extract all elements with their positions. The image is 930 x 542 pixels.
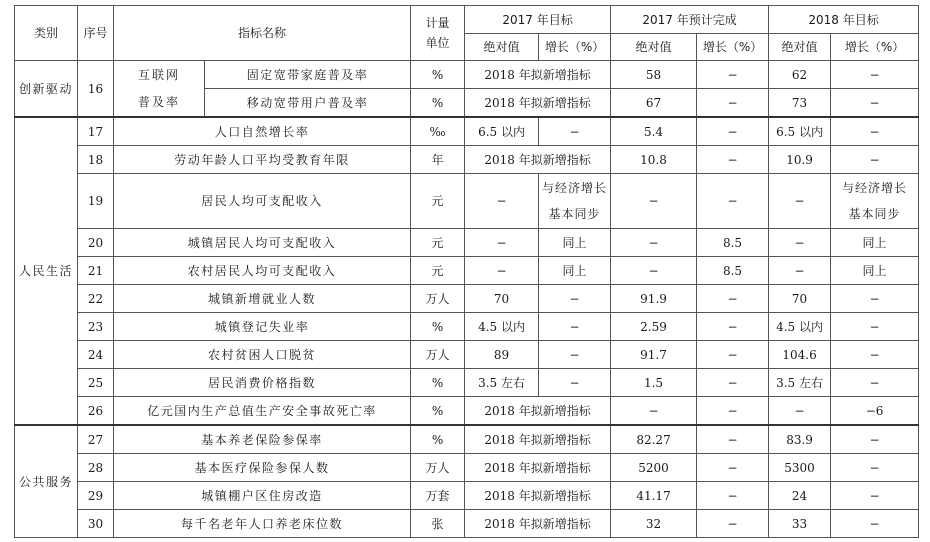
row-2017-expected-growth: −: [697, 61, 769, 89]
row-no: 19: [78, 174, 114, 229]
row-2018-target-abs: 104.6: [769, 341, 831, 369]
header-2017-expected: 2017 年预计完成: [611, 6, 769, 34]
row-no: 24: [78, 341, 114, 369]
row-unit: 元: [411, 257, 465, 285]
row-2017-expected-abs: 10.8: [611, 146, 697, 174]
row-no: 27: [78, 425, 114, 454]
broadband-group-label: 互联网普及率: [114, 61, 205, 118]
header-growth-2017-target: 增长（%）: [539, 34, 611, 61]
row-2017-target-growth: −: [539, 369, 611, 397]
row-2018-target-abs: 5300: [769, 454, 831, 482]
row-2017-expected-growth: −: [697, 117, 769, 146]
row-2018-target-growth: −: [831, 369, 919, 397]
row-name: 农村居民人均可支配收入: [114, 257, 411, 285]
row-2017-expected-growth: −: [697, 369, 769, 397]
indicator-table: [14, 5, 919, 538]
row-unit: %: [411, 61, 465, 89]
row-2017-expected-abs: 41.17: [611, 482, 697, 510]
row-2017-target-abs: −: [465, 229, 539, 257]
row-2017-target-abs: 6.5 以内: [465, 117, 539, 146]
row-no: 20: [78, 229, 114, 257]
row-2018-target-abs: 24: [769, 482, 831, 510]
row-2018-target-abs: 70: [769, 285, 831, 313]
row-unit: 张: [411, 510, 465, 538]
row-name: 居民人均可支配收入: [114, 174, 411, 229]
row-2017-expected-abs: 67: [611, 89, 697, 118]
row-unit: %: [411, 89, 465, 118]
row-2017-target-abs: 4.5 以内: [465, 313, 539, 341]
row-unit: %: [411, 397, 465, 426]
row-2018-target-abs: 6.5 以内: [769, 117, 831, 146]
row-2018-target-growth: −: [831, 454, 919, 482]
row-2017-expected-abs: 91.7: [611, 341, 697, 369]
row-name: 城镇居民人均可支配收入: [114, 229, 411, 257]
row-unit: 万套: [411, 482, 465, 510]
table-row: [15, 285, 919, 313]
row-no: 21: [78, 257, 114, 285]
row-2018-target-abs: −: [769, 397, 831, 426]
row-2017-expected-growth: −: [697, 397, 769, 426]
row-2017-expected-abs: 32: [611, 510, 697, 538]
row-2017-target-growth: −: [539, 117, 611, 146]
row-2017-target-abs: −: [465, 257, 539, 285]
row-2018-target-growth: 与经济增长基本同步: [831, 174, 919, 229]
row-2018-target-growth: −: [831, 89, 919, 118]
row-2017-target: 2018 年拟新增指标: [465, 425, 611, 454]
table-row: [15, 117, 919, 146]
row-2018-target-abs: 62: [769, 61, 831, 89]
row-2017-target: 2018 年拟新增指标: [465, 397, 611, 426]
row-unit: 万人: [411, 341, 465, 369]
group-public-service: 公共服务: [15, 425, 78, 538]
row-2017-target-growth: −: [539, 313, 611, 341]
header-growth-2018-target: 增长（%）: [831, 34, 919, 61]
row-name: 居民消费价格指数: [114, 369, 411, 397]
row-2018-target-abs: 10.9: [769, 146, 831, 174]
row-2017-expected-abs: 82.27: [611, 425, 697, 454]
row-2018-target-growth: −: [831, 61, 919, 89]
row-unit: %: [411, 313, 465, 341]
row-2018-target-abs: 3.5 左右: [769, 369, 831, 397]
table-row: [15, 425, 919, 454]
table-row: [15, 341, 919, 369]
row-2018-target-growth: −: [831, 117, 919, 146]
row-2017-target-abs: −: [465, 174, 539, 229]
row-2017-expected-abs: −: [611, 174, 697, 229]
row-2017-target: 2018 年拟新增指标: [465, 89, 611, 118]
row-name: 固定宽带家庭普及率: [205, 61, 411, 89]
row-2017-expected-growth: −: [697, 510, 769, 538]
row-unit: ‰: [411, 117, 465, 146]
row-2018-target-growth: −: [831, 341, 919, 369]
row-2017-target: 2018 年拟新增指标: [465, 61, 611, 89]
row-2017-expected-abs: 2.59: [611, 313, 697, 341]
table-row: [15, 61, 919, 89]
row-2018-target-growth: 同上: [831, 257, 919, 285]
row-2018-target-growth: −: [831, 146, 919, 174]
row-name: 人口自然增长率: [114, 117, 411, 146]
row-unit: 元: [411, 174, 465, 229]
row-name: 城镇棚户区住房改造: [114, 482, 411, 510]
row-2017-expected-growth: −: [697, 454, 769, 482]
row-2018-target-growth: −: [831, 425, 919, 454]
row-no: 22: [78, 285, 114, 313]
table-row: [15, 397, 919, 426]
table-row: [15, 313, 919, 341]
row-2017-expected-growth: −: [697, 425, 769, 454]
row-2017-expected-abs: −: [611, 397, 697, 426]
row-2017-target-abs: 89: [465, 341, 539, 369]
header-row-1: [15, 6, 919, 34]
row-no: 17: [78, 117, 114, 146]
header-growth-2017-expected: 增长（%）: [697, 34, 769, 61]
row-unit: 万人: [411, 285, 465, 313]
row-2017-expected-growth: −: [697, 174, 769, 229]
row-2017-expected-growth: −: [697, 285, 769, 313]
row-2018-target-abs: −: [769, 174, 831, 229]
row-2018-target-growth: −: [831, 482, 919, 510]
header-abs-2017-target: 绝对值: [465, 34, 539, 61]
row-2018-target-growth: −: [831, 313, 919, 341]
row-no: 16: [78, 61, 114, 118]
header-2017-target: 2017 年目标: [465, 6, 611, 34]
header-abs-2018-target: 绝对值: [769, 34, 831, 61]
table-row: [15, 454, 919, 482]
row-2017-target-growth: 与经济增长基本同步: [539, 174, 611, 229]
row-no: 25: [78, 369, 114, 397]
row-2017-target-abs: 70: [465, 285, 539, 313]
row-2017-target-growth: 同上: [539, 229, 611, 257]
row-no: 28: [78, 454, 114, 482]
row-unit: 元: [411, 229, 465, 257]
row-2018-target-abs: 83.9: [769, 425, 831, 454]
row-2017-expected-growth: −: [697, 482, 769, 510]
row-2018-target-growth: −6: [831, 397, 919, 426]
row-2017-target: 2018 年拟新增指标: [465, 510, 611, 538]
row-2017-expected-abs: 5200: [611, 454, 697, 482]
row-name: 城镇登记失业率: [114, 313, 411, 341]
row-name: 城镇新增就业人数: [114, 285, 411, 313]
row-2017-expected-growth: −: [697, 89, 769, 118]
row-2017-target: 2018 年拟新增指标: [465, 454, 611, 482]
row-name: 劳动年龄人口平均受教育年限: [114, 146, 411, 174]
row-2017-expected-abs: 5.4: [611, 117, 697, 146]
row-2018-target-abs: 73: [769, 89, 831, 118]
row-unit: 万人: [411, 454, 465, 482]
row-2017-target-growth: −: [539, 285, 611, 313]
row-2018-target-abs: −: [769, 229, 831, 257]
header-indicator: 指标名称: [114, 6, 411, 61]
row-2017-expected-growth: 8.5: [697, 257, 769, 285]
row-name: 移动宽带用户普及率: [205, 89, 411, 118]
row-2018-target-abs: 4.5 以内: [769, 313, 831, 341]
table-row: [15, 257, 919, 285]
row-name: 每千名老年人口养老床位数: [114, 510, 411, 538]
row-2018-target-abs: 33: [769, 510, 831, 538]
group-innovation: 创新驱动: [15, 61, 78, 118]
row-2017-target-growth: −: [539, 341, 611, 369]
row-2018-target-growth: −: [831, 510, 919, 538]
row-2017-target: 2018 年拟新增指标: [465, 146, 611, 174]
row-2017-expected-abs: 1.5: [611, 369, 697, 397]
row-no: 23: [78, 313, 114, 341]
row-2017-expected-growth: −: [697, 146, 769, 174]
row-2018-target-growth: 同上: [831, 229, 919, 257]
row-2017-expected-abs: 58: [611, 61, 697, 89]
table-row: [15, 146, 919, 174]
header-unit: 计量单位: [411, 6, 465, 61]
row-2017-target: 2018 年拟新增指标: [465, 482, 611, 510]
row-2017-expected-abs: 91.9: [611, 285, 697, 313]
table-row: [15, 174, 919, 229]
table-row: [15, 369, 919, 397]
header-seq: 序号: [78, 6, 114, 61]
row-2017-expected-growth: −: [697, 313, 769, 341]
row-no: 30: [78, 510, 114, 538]
table-row: [15, 510, 919, 538]
header-category: 类别: [15, 6, 78, 61]
row-2017-target-growth: 同上: [539, 257, 611, 285]
header-abs-2017-expected: 绝对值: [611, 34, 697, 61]
row-2017-expected-abs: −: [611, 229, 697, 257]
row-name: 基本养老保险参保率: [114, 425, 411, 454]
row-no: 29: [78, 482, 114, 510]
row-no: 26: [78, 397, 114, 426]
row-name: 亿元国内生产总值生产安全事故死亡率: [114, 397, 411, 426]
table-row: [15, 482, 919, 510]
row-name: 基本医疗保险参保人数: [114, 454, 411, 482]
row-2018-target-growth: −: [831, 285, 919, 313]
row-no: 18: [78, 146, 114, 174]
row-2017-expected-abs: −: [611, 257, 697, 285]
group-livelihood: 人民生活: [15, 117, 78, 425]
row-2018-target-abs: −: [769, 257, 831, 285]
row-name: 农村贫困人口脱贫: [114, 341, 411, 369]
row-unit: %: [411, 425, 465, 454]
row-unit: %: [411, 369, 465, 397]
row-2017-expected-growth: −: [697, 341, 769, 369]
table-row: [15, 229, 919, 257]
row-unit: 年: [411, 146, 465, 174]
header-2018-target: 2018 年目标: [769, 6, 919, 34]
row-2017-target-abs: 3.5 左右: [465, 369, 539, 397]
row-2017-expected-growth: 8.5: [697, 229, 769, 257]
